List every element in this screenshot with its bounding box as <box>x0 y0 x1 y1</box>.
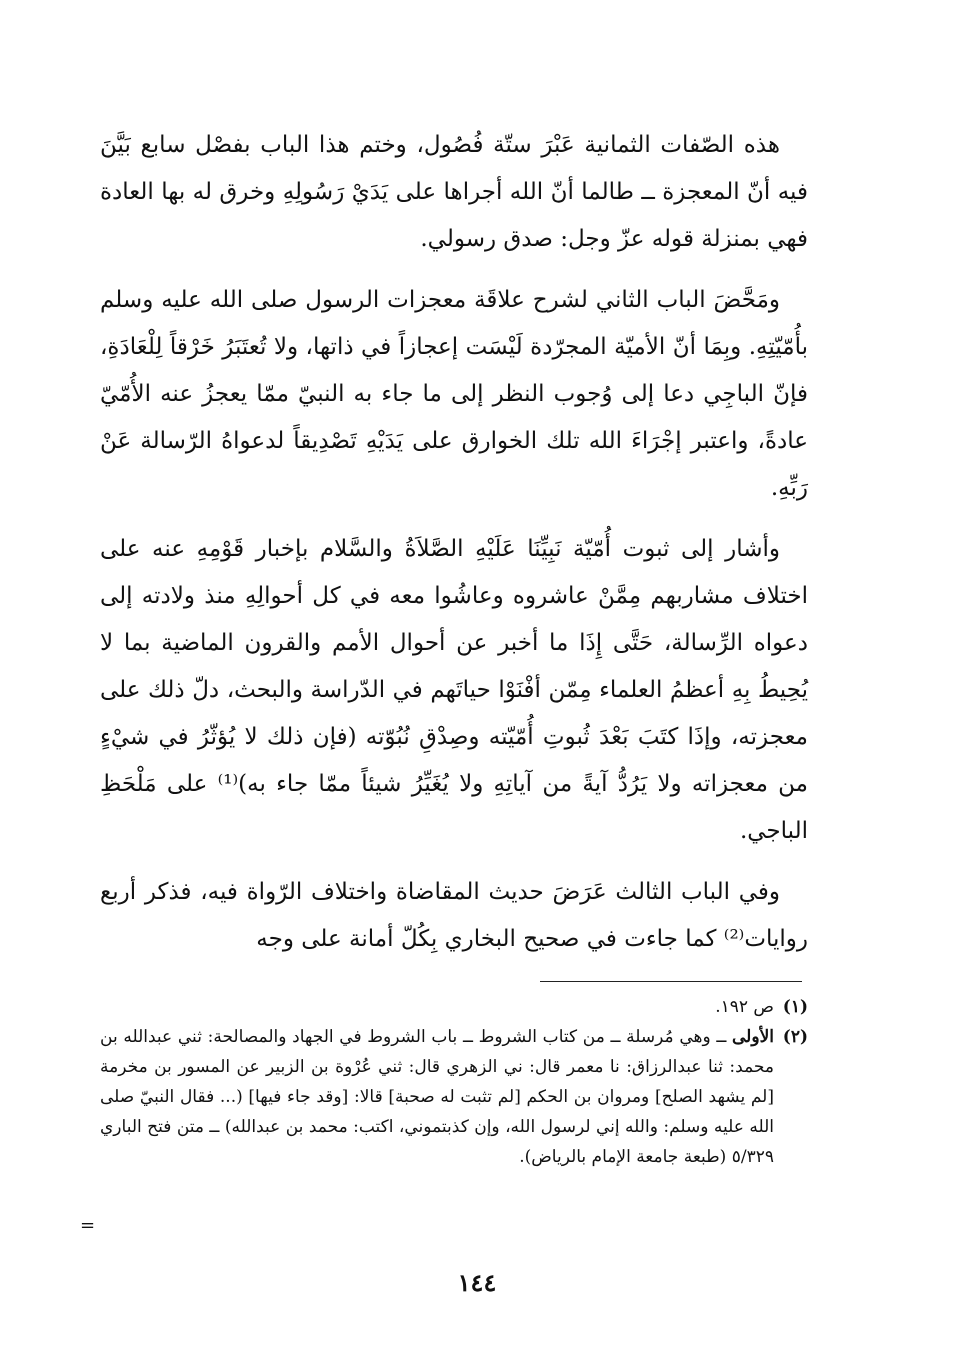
paragraph-2: ومَحَّضَ الباب الثاني لشرح علاقَة معجزات الرسول صلى الله عليه وسلم بأُمّيّتِهِ. وبِمَا أنّ الأميّة المجرّدة لَيْسَت إعجازاً في ذاتها، ولا تُعتَبَرُ خَرْقاً لِلْعَادَةِ، فإنّ الباجِي دعا إلى وُجوب النظر إلى ما جاء به النبيّ ممّا يعجزُ عنه الأُمّيّ عادةً، واعتبر إجْرَاءَ الله تلك الخوارق على يَدَيْهِ تَصْدِيقاً لدعواهُ الرّسالة عَنْ رَبِّهِ. <box>100 287 808 501</box>
footnote-1-number: (١) <box>782 997 808 1017</box>
footnote-2 <box>100 1022 808 1172</box>
main-text <box>100 122 808 977</box>
footnote-divider <box>540 981 802 982</box>
footnote-2-number: (٢) <box>782 1027 808 1047</box>
footnote-2-body <box>100 1022 774 1172</box>
footnotes <box>100 992 808 1172</box>
continuation-mark: = <box>80 1215 96 1236</box>
footnote-1-text: ص ١٩٢. <box>715 997 774 1017</box>
paragraph-1: هذه الصّفات الثمانية عَبْرَ ستّة فُصُول، وختم هذا الباب بفصْل سابع بَيَّنَ فيه أنّ المعجزة ــ طالما أنّ الله أجراها على يَدَيْ رَسُولِهِ وخرق له بها العادة فهي بمنزلة قوله عزّ وجل: صدق رسولي. <box>100 132 808 252</box>
footnote-2-text: ــ وهي مُرسلة ــ من كتاب الشروط ــ باب الشروط في الجهاد والمصالحة: ثني عبدالله بن محمد: ثنا عبدالرزاق: نا معمر قال: ني الزهري قال: ثني عُرْوة بن الزبير عن المسور بن مخرمة [لم يشهد الصلح] ومروان بن الحكم [لم تثبت له صحبة] قالا: [وقد جاء فيها] (... فقال النبيّ صلى الله عليه وسلم: والله إني لرسول الله، وإن كذبتموني، اكتب: محمد بن عبدالله) ــ متن فتح الباري ٥/٣٢٩ (طبعة جامعة الإمام بالرياض). <box>100 1027 774 1167</box>
page-number: ١٤٤ <box>457 1268 497 1297</box>
paragraph-3: وأشار إلى ثبوت أُمّيّة نَبِيِّنَا عَلَيْهِ الصَّلاَةُ والسَّلام بإخبار قَوْمِهِ عنه على اختلاف مشاربهم مِمَّنْ عاشروه وعاشُوا معه في كل أحوالِهِ منذ ولادته إلى دعواه الرِّسالة، حَتَّى إِذَا ما أخبر عن أحوال الأمم والقرون الماضية بما لا يُحِيطُ بِهِ أعظمُ العلماء مِمّن أفْنَوْا حياتَهم في الدّراسة والبحث، دلّ ذلك على معجزته، وإذَا كتَبَ بَعْدَ ثُبوتِ أُمّيّته وصِدْقِ نُبُوّته (فإن ذلك لا يُؤثّرُ في شيْءٍ من معجزاته ولا يَرُدُّ آيةً من آياتِهِ ولا يُغَيِّرُ شيئاً ممّا جاء به)⁽¹⁾ على مَلْحَظِ الباجي. <box>100 536 808 844</box>
footnote-2-lead: الأولى <box>732 1027 774 1047</box>
paragraph-4: وفي الباب الثالث عَرَضَ حديث المقاضاة واختلاف الرّواة فيه، فذكر أربع روايات⁽²⁾ كما جاءت في صحيح البخاري بِكُلّ أمانة على وجه <box>100 879 808 952</box>
footnote-1 <box>100 992 808 1022</box>
